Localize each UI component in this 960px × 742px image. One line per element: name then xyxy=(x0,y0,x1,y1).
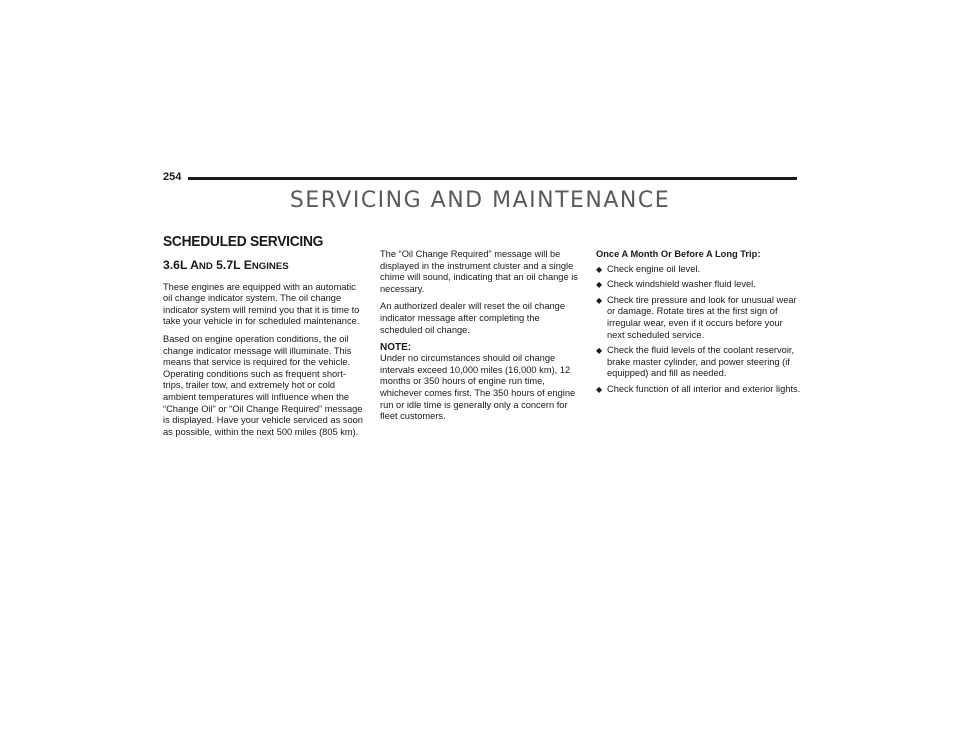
heading-monthly-checks: Once A Month Or Before A Long Trip: xyxy=(596,249,761,259)
list-item xyxy=(596,345,802,380)
subheading-part-a-smallcaps: ND xyxy=(198,261,213,272)
subheading-part-a: 3.6L A xyxy=(163,258,199,272)
list-item xyxy=(596,279,802,291)
page-number: 254 xyxy=(163,171,182,183)
subheading-part-b-smallcaps: NGINES xyxy=(251,261,289,272)
paragraph-oil-indicator-intro: These engines are equipped with an automatic oil change indicator system. The oil change indicator system will remind you that it is time to take your vehicle in for scheduled maintenance. xyxy=(163,281,360,327)
note-label: NOTE: xyxy=(380,342,412,354)
bullet-diamond-icon: ◆ xyxy=(596,346,603,356)
column-middle xyxy=(380,249,580,429)
list-item-text: Check engine oil level. xyxy=(607,263,701,274)
section-title: SERVICING AND MAINTENANCE xyxy=(289,188,671,213)
paragraph-oil-change-message: The “Oil Change Required” message will be displayed in the instrument cluster and a single chime will sound, indicating that an oil change is necessary. xyxy=(380,249,578,294)
list-item xyxy=(596,264,802,276)
list-item xyxy=(596,384,802,396)
subheading-engines xyxy=(163,260,363,273)
subheading-part-b: 5.7L E xyxy=(212,258,252,272)
heading-scheduled-servicing: SCHEDULED SERVICING xyxy=(163,233,324,250)
bullet-diamond-icon: ◆ xyxy=(596,295,603,305)
list-item-text: Check the fluid levels of the coolant reservoir, brake master cylinder, and power steering (if equipped) and fill as needed. xyxy=(607,345,795,379)
list-item-text: Check function of all interior and exterior lights. xyxy=(607,383,801,394)
paragraph-dealer-reset: An authorized dealer will reset the oil change indicator message after completing the scheduled oil change. xyxy=(380,301,566,335)
bullet-diamond-icon: ◆ xyxy=(596,264,603,274)
column-right xyxy=(596,249,802,400)
list-item-text: Check windshield washer fluid level. xyxy=(607,279,756,290)
list-item xyxy=(596,295,802,341)
bullet-diamond-icon: ◆ xyxy=(596,280,603,290)
list-item-text: Check tire pressure and look for unusual wear or damage. Rotate tires at the first sign of irregular wear, even if it occurs before your next scheduled service. xyxy=(607,294,797,340)
header-rule xyxy=(188,177,797,180)
column-left xyxy=(163,234,363,444)
checklist xyxy=(596,264,802,396)
note-text: Under no circumstances should oil change intervals exceed 10,000 miles (16,000 km), 12 months or 350 hours of engine run time, whichever comes first. The 350 hours of engine run or idle time is generally only a concern for fleet customers. xyxy=(380,353,576,422)
paragraph-operating-conditions: Based on engine operation conditions, the oil change indicator message will illuminate. This means that service is required for the vehicle. Operating conditions such as frequent short-trips, trailer tow, and extremely hot or cold ambient temperatures will influence when the “Change Oil” or “Oil Change Required” message is displayed. Have your vehicle serviced as soon as possible, within the next 500 miles (805 km). xyxy=(163,333,363,437)
bullet-diamond-icon: ◆ xyxy=(596,384,603,394)
